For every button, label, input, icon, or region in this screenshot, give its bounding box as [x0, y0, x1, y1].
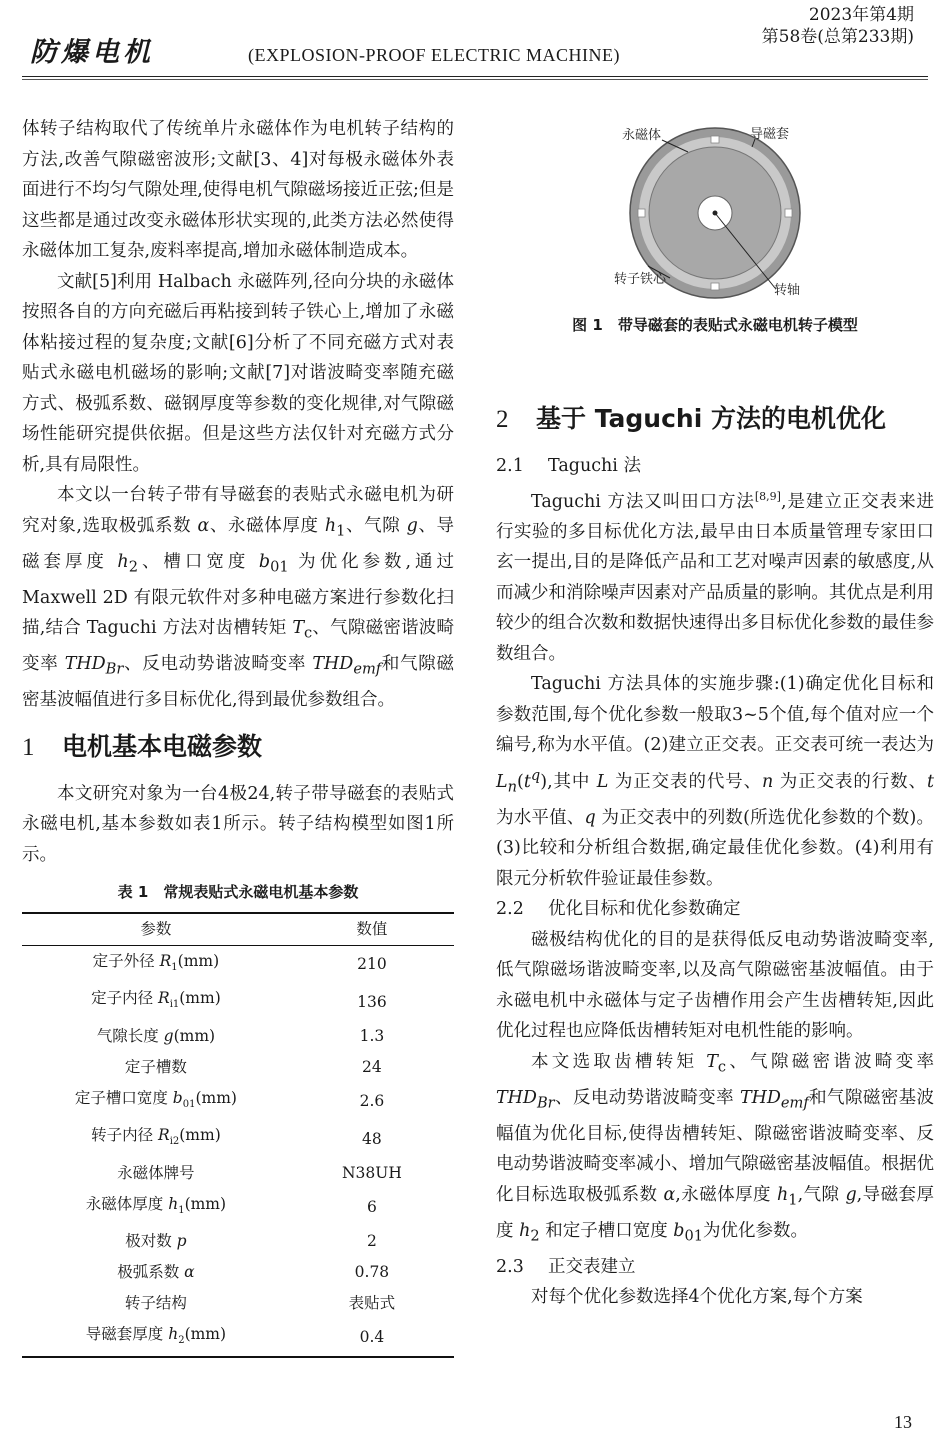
issue-info: [762, 4, 914, 48]
subsection-heading: 2.2 优化目标和优化参数确定: [496, 899, 741, 920]
section-heading: 2 基于 Taguchi 方法的电机优化: [496, 404, 886, 433]
param-cell: 极弧系数 α: [117, 1263, 195, 1282]
label-core: 转子铁心: [614, 272, 667, 287]
value-cell: 48: [362, 1129, 382, 1148]
issue-line-1: 2023年第4期: [808, 5, 914, 25]
column-header: 数值: [290, 913, 454, 945]
paragraph: 对每个优化参数选择4个优化方案,每个方案: [531, 1287, 863, 1308]
value-cell: 0.4: [290, 1319, 454, 1358]
page-header: [0, 0, 950, 80]
param-cell: 定子内径 $R_{i1}(mm)$: [91, 989, 221, 1011]
table-row: [22, 1319, 454, 1358]
page-number: 13: [894, 1412, 912, 1432]
value-cell: 1.3: [359, 1027, 385, 1046]
left-column: [22, 114, 454, 1358]
param-cell: 定子外径 $R_1(mm)$: [92, 951, 220, 973]
shaft-center: [713, 211, 718, 216]
table-row: [22, 1257, 454, 1288]
label-shaft: 转轴: [774, 283, 801, 298]
value-cell: 136: [357, 992, 387, 1011]
paragraph: Taguchi 方法又叫田口方法[8,9],是建立正交表来进行实验的多目标优化方法,最早由日本质量管理专家田口玄一提出,目的是降低产品和工艺对噪声因素的敏感度,从而减少和消除噪声因素对产品质量的影响。其优点是利用较少的组合次数和数据快速得出多目标优化参数的最佳参数组合。: [496, 489, 935, 664]
value-cell: 表贴式: [348, 1293, 396, 1312]
table-row: [22, 1288, 454, 1319]
figure-caption: 图 1 带导磁套的表贴式永磁电机转子模型: [572, 316, 858, 334]
table-header-row: [22, 913, 454, 945]
paragraph: 本文选取齿槽转矩 $T_c$、气隙磁密谐波畸变率 $THD_{Br}$、反电动势谐波畸变率 $THD_{emf}$和气隙磁密基波幅值为优化目标,使得齿槽转矩、隙磁密谐波畸变率、反电动势谐波畸变率减小、增加气隙磁密基波幅值。根据优化目标选取极弧系数 α,永磁体厚度 $h_1$,气隙 g,导磁套厚度 $h_2$ 和定子槽口宽度 $b_{01}$为优化参数。: [496, 1051, 935, 1245]
param-cell: 永磁体厚度 $h_1(mm)$: [85, 1194, 227, 1216]
table-row: [22, 1226, 454, 1257]
table-row: [22, 1189, 454, 1227]
table-title: 表 1 常规表贴式永磁电机基本参数: [117, 883, 359, 901]
table-row: [22, 1120, 454, 1158]
value-cell: 210: [357, 955, 387, 974]
param-cell: 定子槽数: [124, 1057, 187, 1076]
table-row: [22, 1158, 454, 1189]
right-column: [496, 402, 934, 1313]
value-cell: 2.6: [359, 1092, 385, 1111]
value-cell: 2: [366, 1232, 377, 1251]
table-row: [22, 1052, 454, 1083]
paragraph: 体转子结构取代了传统单片永磁体作为电机转子结构的方法,改善气隙磁密波形;文献[3、4]对每极永磁体外表面进行不均匀气隙处理,使得电机气隙磁场接近正弦;但是这些都是通过改变永磁体形状实现的,此类方法必然使得永磁体加工复杂,废料率提高,增加永磁体制造成本。: [22, 119, 454, 261]
value-cell: N38UH: [341, 1163, 402, 1182]
journal-english-name: (EXPLOSION-PROOF ELECTRIC MACHINE): [248, 45, 620, 65]
paragraph: 文献[5]利用 Halbach 永磁阵列,径向分块的永磁体按照各自的方向充磁后再粘接到转子铁心上,增加了永磁体粘接过程的复杂度;文献[6]分析了不同充磁方式对表贴式永磁电机磁场的影响;文献[7]对谐波畸变率随充磁方式、极弧系数、磁钢厚度等参数的变化规律,对气隙磁场性能研究提供依据。但是这些方法仅针对充磁方式分析,具有局限性。: [22, 271, 454, 475]
subsection-heading: 2.3 正交表建立: [496, 1256, 636, 1277]
paragraph: Taguchi 方法具体的实施步骤:(1)确定优化目标和参数范围,每个优化参数一般取3~5个值,每个值对应一个编号,称为水平值。(2)建立正交表。正交表可统一表达为$L_n(t^q)$,其中 L 为正交表的代号、n 为正交表的行数、t 为水平值、q 为正交表中的列数(所选优化参数的个数)。(3)比较和分析组合数据,确定最佳优化参数。(4)利用有限元分析软件验证最佳参数。: [496, 674, 935, 889]
column-header: 参数: [22, 913, 290, 945]
param-cell: 转子内径 $R_{i2}(mm)$: [91, 1126, 221, 1148]
issue-line-2: 第58卷(总第233期): [761, 27, 914, 47]
journal-name: 防爆电机: [30, 37, 154, 68]
value-cell: 24: [362, 1057, 382, 1076]
table-row: [22, 1083, 454, 1121]
param-cell: 定子槽口宽度 $b_{01}(mm)$: [74, 1088, 237, 1110]
label-sleeve: 导磁套: [750, 127, 790, 142]
param-cell: 极对数 p: [125, 1232, 187, 1251]
param-cell: 永磁体牌号: [117, 1163, 195, 1182]
label-magnet: 永磁体: [622, 128, 662, 143]
section-heading: 1 电机基本电磁参数: [22, 731, 263, 761]
paragraph: 本文以一台转子带有导磁套的表贴式永磁电机为研究对象,选取极弧系数 α、永磁体厚度 $h_1$、气隙 g、导磁套厚度 $h_2$、槽口宽度 $b_{01}$ 为优化参数,通过 Maxwell 2D 有限元软件对多种电磁方案进行参数化扫描,结合 Taguchi 方法对齿槽转矩 $T_c$、气隙磁密谐波畸变率 $THD_{Br}$、反电动势谐波畸变率 $THD_{emf}$和气隙磁密基波幅值进行多目标优化,得到最优参数组合。: [22, 485, 455, 710]
param-cell: 导磁套厚度 $h_2(mm)$: [22, 1319, 290, 1358]
rotor-diagram: [600, 122, 830, 304]
parameter-table: [22, 912, 454, 1358]
subsection-heading: 2.1 Taguchi 法: [496, 456, 641, 476]
header-rule-thin: [22, 79, 928, 80]
table-row: [22, 945, 454, 983]
param-cell: 气隙长度 g(mm): [96, 1027, 216, 1046]
value-cell: 0.78: [354, 1263, 390, 1282]
value-cell: 6: [366, 1198, 377, 1217]
paragraph: 磁极结构优化的目的是获得低反电动势谐波畸变率,低气隙磁场谐波畸变率,以及高气隙磁密基波幅值。由于永磁电机中永磁体与定子齿槽作用会产生齿槽转矩,因此优化过程也应降低齿槽转矩对电机性能的影响。: [496, 929, 934, 1042]
paragraph: 本文研究对象为一台4极24,转子带导磁套的表贴式永磁电机,基本参数如表1所示。转子结构模型如图1所示。: [22, 783, 454, 865]
rotor-model-figure: [600, 122, 830, 304]
param-cell: 转子结构: [124, 1293, 187, 1312]
table-row: [22, 1021, 454, 1052]
table-row: [22, 983, 454, 1021]
header-rule: [22, 76, 928, 77]
